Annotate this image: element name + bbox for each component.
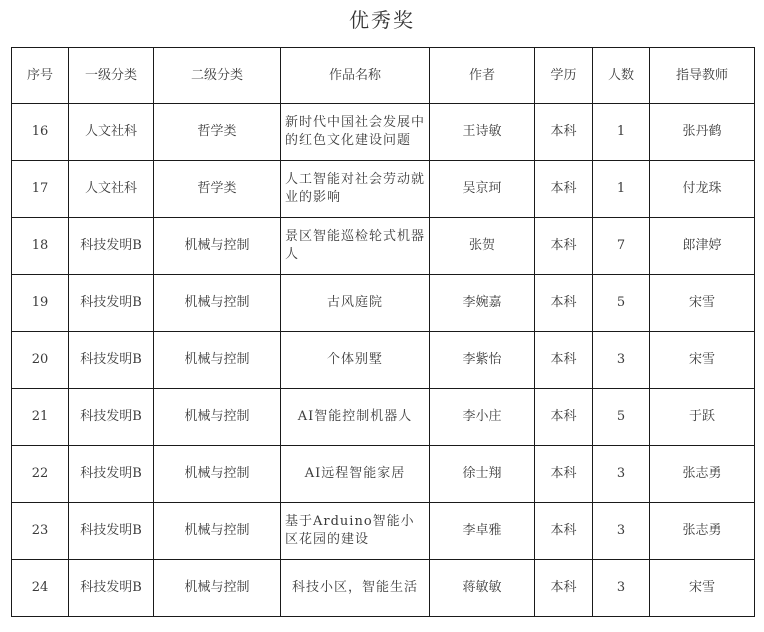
table-row: [12, 503, 755, 560]
cell-no: 16: [12, 104, 69, 161]
cell-cat2: 机械与控制: [154, 218, 281, 275]
table-row: [12, 446, 755, 503]
cell-author: 李卓雅: [430, 503, 535, 560]
header-cell-name: 作品名称: [281, 48, 430, 104]
cell-name: 个体别墅: [281, 332, 430, 389]
table-row: [12, 104, 755, 161]
title-band: [0, 0, 764, 47]
cell-cat2: 哲学类: [154, 104, 281, 161]
cell-no: 18: [12, 218, 69, 275]
cell-count: 1: [593, 161, 650, 218]
cell-cat2: 机械与控制: [154, 446, 281, 503]
cell-cat1: 人文社科: [69, 161, 154, 218]
award-table: [11, 47, 755, 617]
cell-edu: 本科: [535, 218, 593, 275]
cell-name: AI远程智能家居: [281, 446, 430, 503]
cell-name: 古风庭院: [281, 275, 430, 332]
cell-cat1: 科技发明B: [69, 389, 154, 446]
cell-name: 新时代中国社会发展中的红色文化建设问题: [281, 104, 430, 161]
cell-teacher: 付龙珠: [650, 161, 755, 218]
cell-cat2: 机械与控制: [154, 275, 281, 332]
header-cell-edu: 学历: [535, 48, 593, 104]
cell-count: 7: [593, 218, 650, 275]
cell-author: 王诗敏: [430, 104, 535, 161]
header-cell-cat2: 二级分类: [154, 48, 281, 104]
cell-count: 5: [593, 275, 650, 332]
header-cell-cat1: 一级分类: [69, 48, 154, 104]
cell-cat1: 人文社科: [69, 104, 154, 161]
cell-cat1: 科技发明B: [69, 332, 154, 389]
cell-teacher: 郎津婷: [650, 218, 755, 275]
cell-name: AI智能控制机器人: [281, 389, 430, 446]
cell-author: 吴京珂: [430, 161, 535, 218]
cell-name: 景区智能巡检轮式机器人: [281, 218, 430, 275]
cell-count: 3: [593, 446, 650, 503]
cell-no: 23: [12, 503, 69, 560]
cell-cat2: 机械与控制: [154, 503, 281, 560]
cell-cat1: 科技发明B: [69, 446, 154, 503]
header-cell-author: 作者: [430, 48, 535, 104]
cell-author: 蒋敏敏: [430, 560, 535, 617]
table-row: [12, 275, 755, 332]
table-row: [12, 218, 755, 275]
cell-author: 张贺: [430, 218, 535, 275]
page-title: 优秀奖: [349, 8, 415, 32]
cell-no: 22: [12, 446, 69, 503]
cell-no: 21: [12, 389, 69, 446]
cell-count: 3: [593, 560, 650, 617]
cell-cat2: 机械与控制: [154, 389, 281, 446]
cell-teacher: 于跃: [650, 389, 755, 446]
table-row: [12, 560, 755, 617]
cell-no: 24: [12, 560, 69, 617]
cell-no: 17: [12, 161, 69, 218]
cell-cat2: 机械与控制: [154, 560, 281, 617]
cell-name: 基于Arduino智能小区花园的建设: [281, 503, 430, 560]
cell-author: 李紫怡: [430, 332, 535, 389]
cell-count: 3: [593, 332, 650, 389]
cell-count: 5: [593, 389, 650, 446]
cell-no: 19: [12, 275, 69, 332]
cell-teacher: 张志勇: [650, 503, 755, 560]
cell-name: 人工智能对社会劳动就业的影响: [281, 161, 430, 218]
cell-no: 20: [12, 332, 69, 389]
table-row: [12, 389, 755, 446]
cell-count: 1: [593, 104, 650, 161]
cell-cat1: 科技发明B: [69, 275, 154, 332]
cell-edu: 本科: [535, 104, 593, 161]
cell-name: 科技小区，智能生活: [281, 560, 430, 617]
cell-cat2: 哲学类: [154, 161, 281, 218]
cell-edu: 本科: [535, 275, 593, 332]
cell-edu: 本科: [535, 560, 593, 617]
cell-count: 3: [593, 503, 650, 560]
cell-teacher: 张志勇: [650, 446, 755, 503]
cell-teacher: 张丹鹤: [650, 104, 755, 161]
cell-cat2: 机械与控制: [154, 332, 281, 389]
cell-teacher: 宋雪: [650, 275, 755, 332]
cell-teacher: 宋雪: [650, 332, 755, 389]
cell-cat1: 科技发明B: [69, 503, 154, 560]
header-cell-no: 序号: [12, 48, 69, 104]
cell-author: 徐士翔: [430, 446, 535, 503]
table-header-row: [12, 48, 755, 104]
cell-edu: 本科: [535, 332, 593, 389]
table-row: [12, 161, 755, 218]
cell-edu: 本科: [535, 389, 593, 446]
cell-teacher: 宋雪: [650, 560, 755, 617]
cell-author: 李婉嘉: [430, 275, 535, 332]
header-cell-count: 人数: [593, 48, 650, 104]
cell-edu: 本科: [535, 161, 593, 218]
table-row: [12, 332, 755, 389]
header-cell-teacher: 指导教师: [650, 48, 755, 104]
cell-author: 李小庄: [430, 389, 535, 446]
cell-edu: 本科: [535, 503, 593, 560]
cell-edu: 本科: [535, 446, 593, 503]
cell-cat1: 科技发明B: [69, 560, 154, 617]
cell-cat1: 科技发明B: [69, 218, 154, 275]
